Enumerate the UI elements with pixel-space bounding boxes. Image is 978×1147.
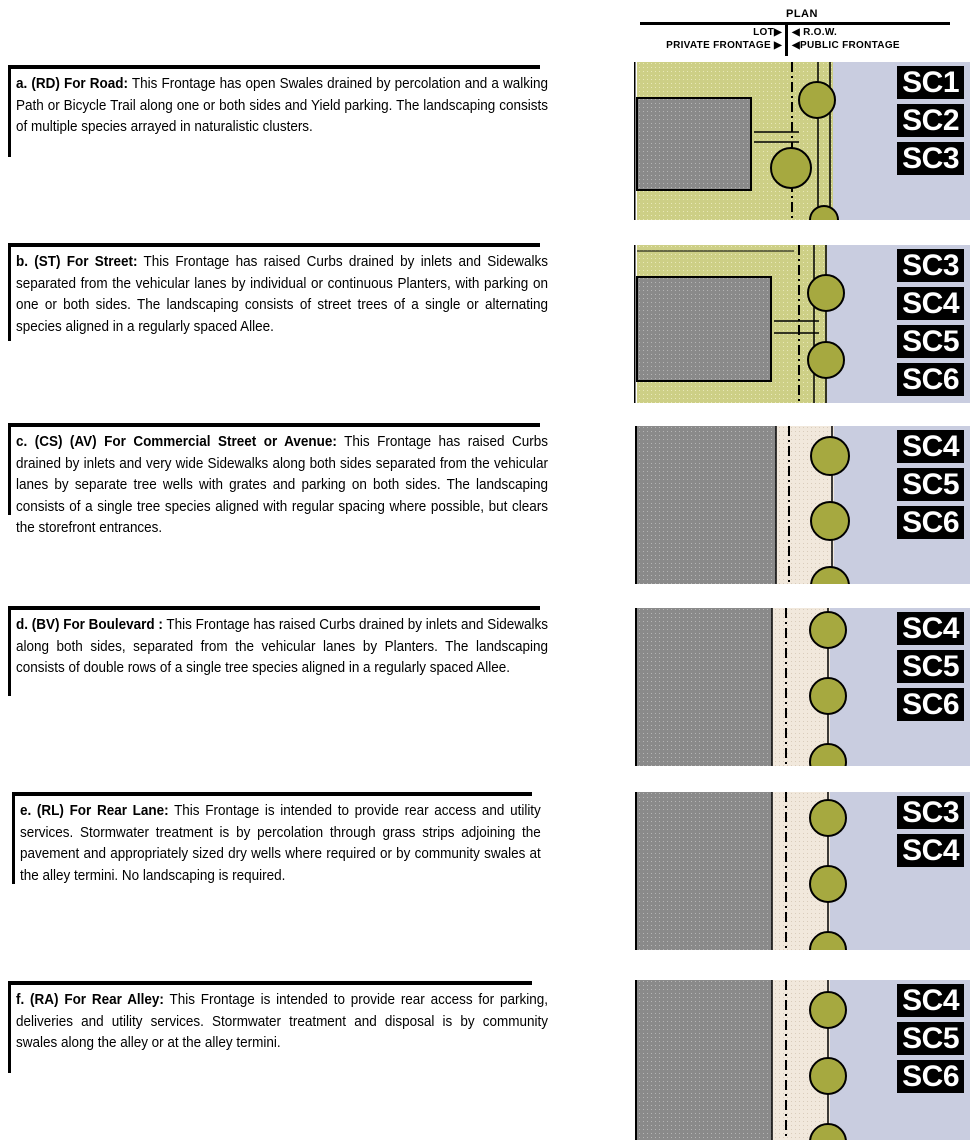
block-rule <box>8 65 540 69</box>
block-side-rule <box>8 423 11 515</box>
frontage-description <box>16 615 548 680</box>
sc-badge: SC4 <box>897 287 964 320</box>
plan-diagram-commercial <box>634 426 970 584</box>
plan-title: PLAN <box>786 8 818 20</box>
tree-icon <box>808 275 844 311</box>
tree-icon <box>810 678 846 714</box>
tree-icon <box>771 148 811 188</box>
frontage-road-block <box>8 65 548 160</box>
row-label: ◀ R.O.W. <box>792 27 838 38</box>
plan-diagram-road <box>634 62 970 220</box>
tree-icon <box>810 800 846 836</box>
frontage-text: This Frontage has open Swales drained by percolation and a walking Path or Bicycle Trail along one or both sides and Yield parking. The landscaping consists of multiple species arrayed in naturalistic clusters. <box>16 76 548 136</box>
frontage-text: This Frontage is intended to provide rear access for parking, deliveries and utility services. Stormwater treatment and disposal is by community swales along the alley or at the alley termini. <box>16 992 548 1052</box>
row-divider <box>785 22 788 56</box>
frontage-label: f. (RA) For Rear Alley: <box>16 992 164 1008</box>
sc-badge: SC6 <box>897 688 964 721</box>
tree-icon <box>811 437 849 475</box>
sc-badge: SC3 <box>897 796 964 829</box>
sc-badge: SC4 <box>897 612 964 645</box>
block-side-rule <box>8 981 11 1073</box>
plan-diagram-street <box>634 245 970 403</box>
public-frontage-label: ◀PUBLIC FRONTAGE <box>792 40 900 51</box>
frontage-description <box>16 432 548 540</box>
plan-header <box>638 8 950 56</box>
frontage-rear-alley-block <box>8 981 548 1076</box>
private-frontage-label: PRIVATE FRONTAGE ▶ <box>666 40 782 51</box>
block-side-rule <box>12 792 15 884</box>
frontage-label: b. (ST) For Street: <box>16 254 138 270</box>
frontage-description <box>16 74 548 139</box>
frontage-description <box>16 252 548 338</box>
frontage-text: This Frontage has raised Curbs drained by inlets and very wide Sidewalks along both sides separated from the vehicular lanes by separate tree wells with grates and parking on both sides. The landscaping consists of a single tree species aligned with regular spacing where possible, but clears the storefront entrances. <box>16 434 548 537</box>
tree-icon <box>810 612 846 648</box>
sc-badge: SC4 <box>897 430 964 463</box>
plan-diagram-boulevard <box>634 608 970 766</box>
block-side-rule <box>8 606 11 696</box>
block-side-rule <box>8 243 11 341</box>
sc-badge: SC5 <box>897 650 964 683</box>
sc-badge: SC5 <box>897 1022 964 1055</box>
standard-badges <box>897 796 964 867</box>
sc-badge: SC1 <box>897 66 964 99</box>
sc-badge: SC5 <box>897 325 964 358</box>
sc-badge: SC3 <box>897 142 964 175</box>
tree-icon <box>799 82 835 118</box>
frontage-boulevard-block <box>8 606 548 706</box>
frontage-label: c. (CS) (AV) For Commercial Street or Avenue: <box>16 434 337 450</box>
sc-badge: SC3 <box>897 249 964 282</box>
standard-badges <box>897 249 964 396</box>
block-rule <box>8 606 540 610</box>
block-rule <box>12 792 532 796</box>
plan-diagram-rear-lane <box>634 792 970 950</box>
plan-diagram-rear-alley <box>634 980 970 1140</box>
sc-badge: SC6 <box>897 506 964 539</box>
lot-label: LOT▶ <box>753 27 782 38</box>
standard-badges <box>897 430 964 539</box>
frontage-label: d. (BV) For Boulevard : <box>16 617 163 633</box>
header-rule <box>640 22 950 25</box>
block-rule <box>8 981 532 985</box>
frontage-description <box>16 990 548 1055</box>
frontage-street-block <box>8 243 548 363</box>
frontage-text: This Frontage has raised Curbs drained by inlets and Sidewalks separated from the vehicular lanes by individual or continuous Planters, with parking on one or both sides. The landscaping consists of street trees of a single or alternating species aligned in a regularly spaced Allee. <box>16 254 548 335</box>
sc-badge: SC2 <box>897 104 964 137</box>
tree-icon <box>810 1058 846 1094</box>
block-rule <box>8 423 540 427</box>
tree-icon <box>810 866 846 902</box>
frontage-label: e. (RL) For Rear Lane: <box>20 803 169 819</box>
frontage-label: a. (RD) For Road: <box>16 76 129 92</box>
sc-badge: SC6 <box>897 1060 964 1093</box>
frontage-description <box>20 801 541 887</box>
tree-icon <box>808 342 844 378</box>
frontage-commercial-block <box>8 423 548 543</box>
standard-badges <box>897 612 964 721</box>
block-rule <box>8 243 540 247</box>
frontage-rear-lane-block <box>12 792 541 912</box>
tree-icon <box>811 502 849 540</box>
standard-badges <box>897 66 964 175</box>
block-side-rule <box>8 65 11 157</box>
sc-badge: SC6 <box>897 363 964 396</box>
standard-badges <box>897 984 964 1093</box>
sc-badge: SC4 <box>897 984 964 1017</box>
frontage-text: This Frontage has raised Curbs drained by inlets and Sidewalks along both sides, separated from the vehicular lanes by Planters. The landscaping consists of double rows of a single tree species aligned in a regularly spaced Allee. <box>16 617 548 677</box>
sc-badge: SC5 <box>897 468 964 501</box>
frontage-text: This Frontage is intended to provide rear access and utility services. Stormwater treatment is by percolation through grass strips adjoining the pavement and appropriately sized dry wells where required or by community swales at the alley termini. No landscaping is required. <box>20 803 541 884</box>
sc-badge: SC4 <box>897 834 964 867</box>
tree-icon <box>810 992 846 1028</box>
